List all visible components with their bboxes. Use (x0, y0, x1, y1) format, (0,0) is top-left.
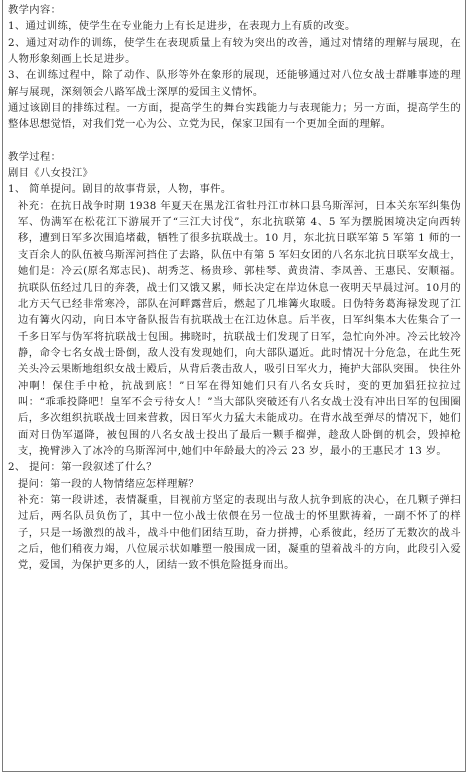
play-title: 剧目《八女投江》 (8, 167, 94, 180)
question-2: 2、 提问：第一段叙述了什么？ (8, 461, 157, 474)
teaching-content-heading: 教学内容： (8, 4, 62, 16)
section-spacer (8, 133, 461, 149)
teaching-content-item-2: 2、通过对动作的训练，使学生在表现质量上有较为突出的改善，通过对情绪的理解与展现，在人物形象刻画上长足进步。 (8, 36, 461, 66)
teaching-process-heading: 教学过程： (8, 150, 62, 163)
question-2-answer: 补充：第一段讲述，表情凝重，目视前方坚定的表现出与敌人抗争到底的决心，在几颗子弹扫过后，两名队员负伤了，其中一位小战士依偎在另一位战士的怀里默祷着，一副不怀了的样子，只是一场激烈的战斗，战斗中他们团结互助，奋力拼搏，心系彼此，经历了无数次的战斗之后，他们稍夜力竭，八位展示状如雕塑一般围成一团，凝重的望着战斗的方向，此段引入爱党，爱国，为保护更多的人，团结一致不惧危险挺身而出。 (18, 493, 461, 572)
document-frame (2, 0, 466, 772)
teaching-content-item-3: 3、在训练过程中，除了动作、队形等外在象形的展现，还能够通过对八位女战士群雕事迹的理解与展现，深刻领会八路军战士深厚的爱国主义情怀。 (8, 69, 461, 98)
question-1: 1、 简单提问。剧目的故事背景，人物，事件。 (8, 183, 232, 196)
document-body (8, 2, 461, 574)
teaching-content-item-1: 1、通过训练，使学生在专业能力上有长足进步，在表现力上有质的改变。 (8, 20, 356, 33)
teaching-content-summary: 通过该剧目的排练过程。一方面，提高学生的舞台实践能力与表现能力；另一方面，提高学生的整体思想觉悟，对我们党一心为公、立党为民，保家卫国有一个更加全面的理解。 (8, 102, 461, 131)
question-2-followup: 提问：第一段的人物情绪应怎样理解？ (18, 477, 199, 490)
question-1-answer: 补充：在抗日战争时期 1938 年夏天在黑龙江省牡丹江市林口县乌斯浑河，日本关东军纠集伪军、伪满军在松花江下游展开了“三江大讨伐”，东北抗联第 4、5 军为摆脱困境决定向西转移，遭到日军多次围追堵截，牺牲了很多抗联战士。10 月，东北抗日联军第 5 军第 1 师的一支百余人的队伍被乌斯浑河挡住了去路，队伍中有第 5 军妇女团的八名东北抗日联军女战士，她们是：冷云(原名郑志民)、胡秀芝、杨贵珍、郭桂琴、黄贵清、李凤善、王惠民、安顺福。抗联队伍经过几日的奔袭，战士们又饿又累，师长决定在岸边休息一夜明天早晨过河。10月的北方天气已经非常寒冷，部队在河畔露营后，燃起了几堆篝火取暖。日伪特务葛海禄发现了江边有篝火闪动，向日本守备队报告有抗联战士在江边休息。后半夜，日军纠集本大佐集合了一千多日军与伪军将抗联战士包围。拂晓时，抗联战士们发现了日军，急忙向外冲。冷云比较冷静，命令七名女战士卧倒，敌人没有发现她们，向大部队逼近。此时情况十分危急，在此生死关头冷云果断地组织女战士殿后，从背后袭击敌人，吸引日军火力，掩护大部队突围。 快往外冲啊！保住手中枪，抗战到底！”日军在得知她们只有八名女兵时，变的更加猖狂拉拉过叫：“乖乖投降吧！皇军不会亏待女人！”当大部队突破还有八名女战士没有冲出日军的包围圈后，多次组织抗联战士回来营救，因日军火力猛大未能成功。在背水战至弹尽的情况下，她们面对日伪军逼降，被包围的八名女战士投出了最后一颗手榴弹，趁敌人卧倒的机会，毁掉枪支，挽臂涉入了冰冷的乌斯浑河中,她们中年龄最大的冷云 23 岁，最小的王惠民才 13 岁。 (18, 199, 461, 457)
